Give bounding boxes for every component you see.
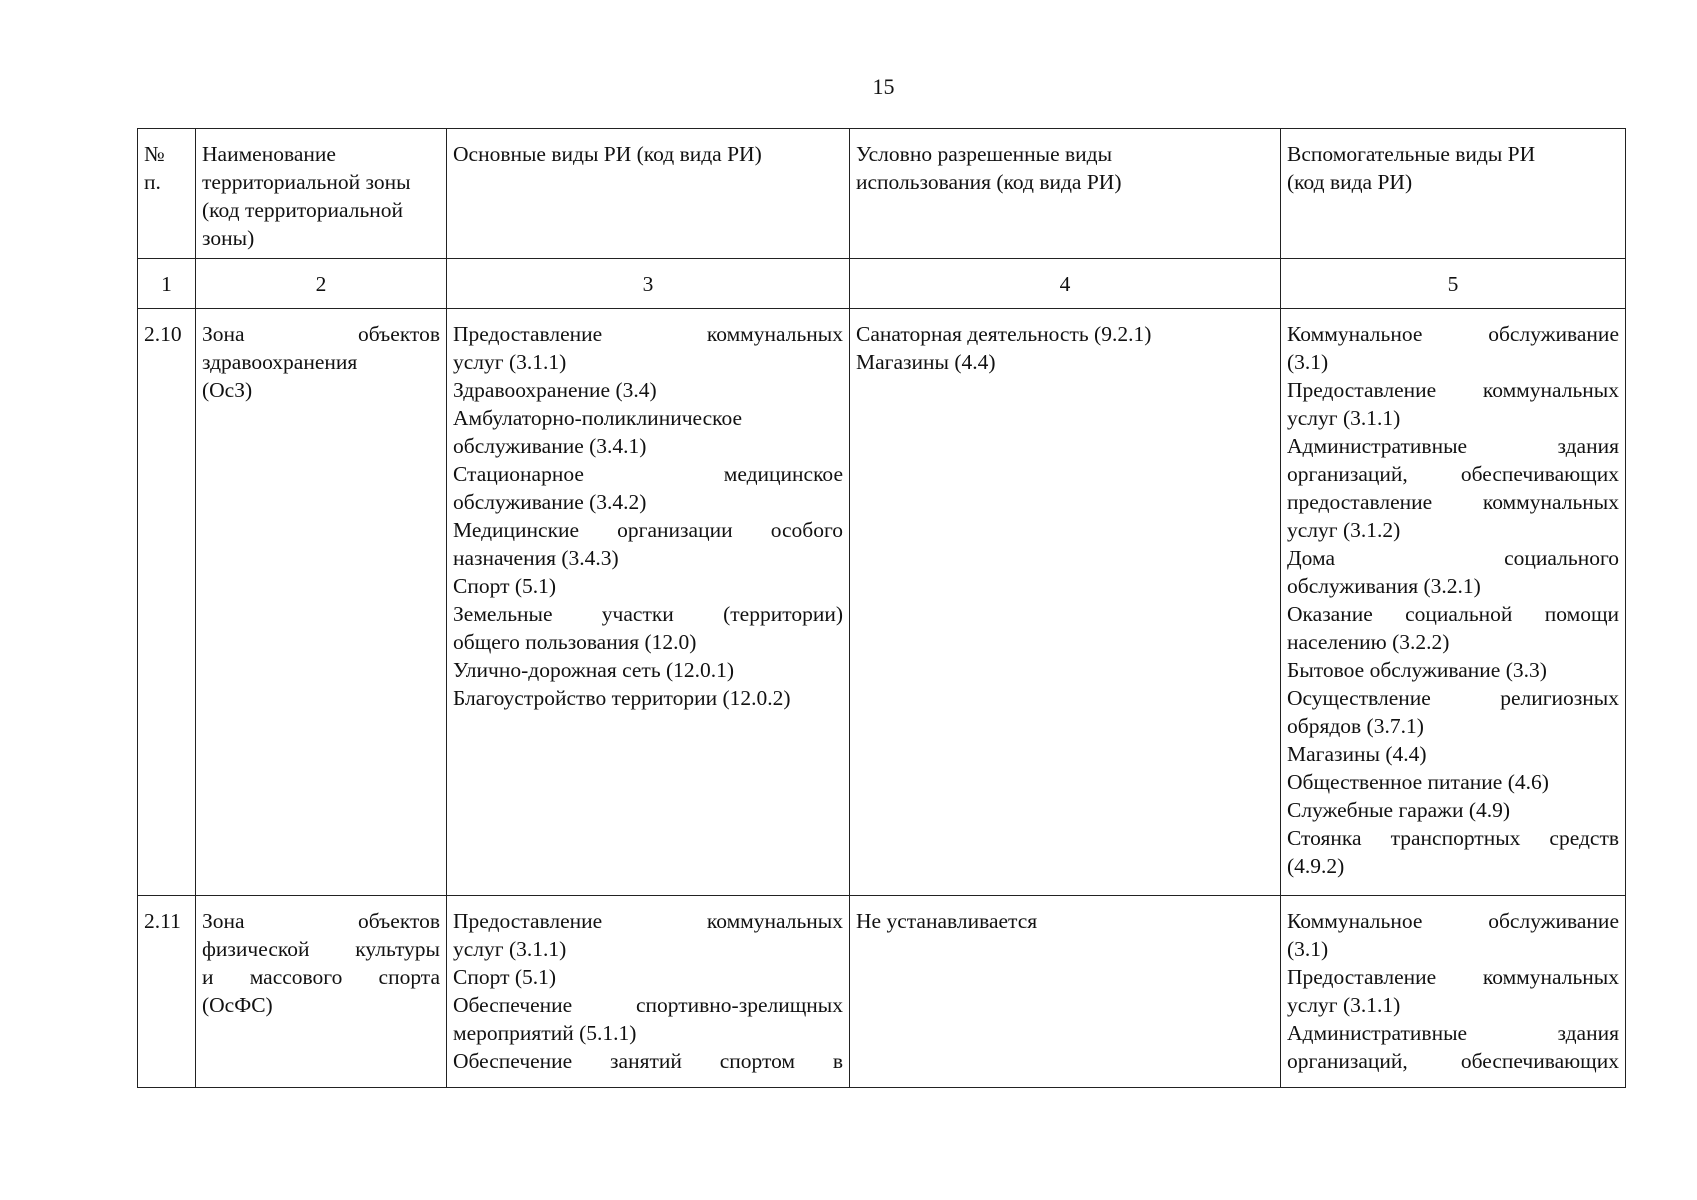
main-use-line: услуг (3.1.1) <box>453 350 567 374</box>
main-use-line: Благоустройство территории (12.0.2) <box>453 686 791 710</box>
zone-name-line: здравоохранения <box>202 350 358 374</box>
auxiliary-use-line: Административные здания <box>1287 1021 1619 1045</box>
conditional-uses-cell <box>850 309 1281 896</box>
header-conditional-uses <box>850 129 1281 259</box>
table-row-zone-2-11 <box>138 896 1626 1088</box>
header-auxiliary-uses <box>1281 129 1626 259</box>
auxiliary-use-line: организаций, обеспечивающих <box>1287 1049 1619 1073</box>
auxiliary-use-line: организаций, обеспечивающих <box>1287 462 1619 486</box>
header-line: п. <box>144 170 161 194</box>
column-number: 3 <box>447 259 850 309</box>
auxiliary-use-line: Коммунальное обслуживание <box>1287 322 1619 346</box>
zone-name-line: Зона объектов <box>202 322 440 346</box>
auxiliary-use-line: (3.1) <box>1287 350 1329 374</box>
table-header-row <box>138 129 1626 259</box>
main-use-line: Предоставление коммунальных <box>453 909 843 933</box>
main-use-line: услуг (3.1.1) <box>453 937 567 961</box>
header-line: Вспомогательные виды РИ <box>1287 142 1536 166</box>
auxiliary-use-line: Магазины (4.4) <box>1287 742 1427 766</box>
header-main-uses <box>447 129 850 259</box>
main-use-line: Стационарное медицинское <box>453 462 843 486</box>
header-item-number <box>138 129 196 259</box>
column-number-row <box>138 259 1626 309</box>
header-zone-name <box>196 129 447 259</box>
auxiliary-use-line: Бытовое обслуживание (3.3) <box>1287 658 1547 682</box>
auxiliary-use-line: услуг (3.1.1) <box>1287 993 1401 1017</box>
column-number: 4 <box>850 259 1281 309</box>
header-line: территориальной зоны <box>202 170 411 194</box>
auxiliary-use-line: предоставление коммунальных <box>1287 490 1619 514</box>
main-use-line: Обеспечение занятий спортом в <box>453 1049 843 1073</box>
auxiliary-use-line: обслуживания (3.2.1) <box>1287 574 1481 598</box>
conditional-use-line: Санаторная деятельность (9.2.1) <box>856 322 1152 346</box>
zone-name-line: (ОсЗ) <box>202 378 253 402</box>
main-use-line: Предоставление коммунальных <box>453 322 843 346</box>
conditional-uses-cell <box>850 896 1281 1088</box>
auxiliary-use-line: услуг (3.1.1) <box>1287 406 1401 430</box>
zone-name-line: и массового спорта <box>202 965 440 989</box>
page-number: 15 <box>872 74 895 99</box>
main-use-line: Медицинские организации особого <box>453 518 843 542</box>
auxiliary-use-line: Осуществление религиозных <box>1287 686 1619 710</box>
main-use-line: Здравоохранение (3.4) <box>453 378 657 402</box>
auxiliary-uses-cell <box>1281 309 1626 896</box>
land-use-zones-table <box>137 128 1626 1088</box>
auxiliary-use-line: Коммунальное обслуживание <box>1287 909 1619 933</box>
auxiliary-use-line: услуг (3.1.2) <box>1287 518 1401 542</box>
auxiliary-use-line: (4.9.2) <box>1287 854 1345 878</box>
auxiliary-use-line: Предоставление коммунальных <box>1287 965 1619 989</box>
auxiliary-use-line: (3.1) <box>1287 937 1329 961</box>
column-number: 2 <box>196 259 447 309</box>
table-row-zone-2-10 <box>138 309 1626 896</box>
header-line: Основные виды РИ (код вида РИ) <box>453 142 762 166</box>
header-line: (код территориальной <box>202 198 404 222</box>
main-uses-cell <box>447 896 850 1088</box>
conditional-use-line: Не устанавливается <box>856 909 1038 933</box>
auxiliary-use-line: Общественное питание (4.6) <box>1287 770 1549 794</box>
main-use-line: Спорт (5.1) <box>453 965 557 989</box>
main-use-line: назначения (3.4.3) <box>453 546 619 570</box>
auxiliary-use-line: Предоставление коммунальных <box>1287 378 1619 402</box>
header-line: Наименование <box>202 142 336 166</box>
auxiliary-use-line: обрядов (3.7.1) <box>1287 714 1424 738</box>
main-use-line: Обеспечение спортивно-зрелищных <box>453 993 843 1017</box>
zone-number: 2.11 <box>138 896 196 1088</box>
column-number: 1 <box>138 259 196 309</box>
header-line: зоны) <box>202 226 255 250</box>
auxiliary-uses-cell <box>1281 896 1626 1088</box>
main-use-line: Амбулаторно-поликлиническое <box>453 406 743 430</box>
main-use-line: мероприятий (5.1.1) <box>453 1021 637 1045</box>
auxiliary-use-line: Оказание социальной помощи <box>1287 602 1619 626</box>
zone-name-line: Зона объектов <box>202 909 440 933</box>
auxiliary-use-line: Дома социального <box>1287 546 1619 570</box>
zone-name-cell <box>196 309 447 896</box>
zone-name-line: физической культуры <box>202 937 440 961</box>
main-use-line: Земельные участки (территории) <box>453 602 843 626</box>
header-line: использования (код вида РИ) <box>856 170 1122 194</box>
auxiliary-use-line: Административные здания <box>1287 434 1619 458</box>
conditional-use-line: Магазины (4.4) <box>856 350 996 374</box>
auxiliary-use-line: Стоянка транспортных средств <box>1287 826 1619 850</box>
header-line: (код вида РИ) <box>1287 170 1413 194</box>
main-uses-cell <box>447 309 850 896</box>
main-use-line: обслуживание (3.4.1) <box>453 434 647 458</box>
column-number: 5 <box>1281 259 1626 309</box>
auxiliary-use-line: Служебные гаражи (4.9) <box>1287 798 1511 822</box>
zone-number: 2.10 <box>138 309 196 896</box>
main-use-line: обслуживание (3.4.2) <box>453 490 647 514</box>
zone-name-line: (ОсФС) <box>202 993 273 1017</box>
main-use-line: общего пользования (12.0) <box>453 630 697 654</box>
main-use-line: Спорт (5.1) <box>453 574 557 598</box>
header-line: Условно разрешенные виды <box>856 142 1113 166</box>
header-line: № <box>144 142 165 166</box>
auxiliary-use-line: населению (3.2.2) <box>1287 630 1450 654</box>
zone-name-cell <box>196 896 447 1088</box>
main-use-line: Улично-дорожная сеть (12.0.1) <box>453 658 735 682</box>
